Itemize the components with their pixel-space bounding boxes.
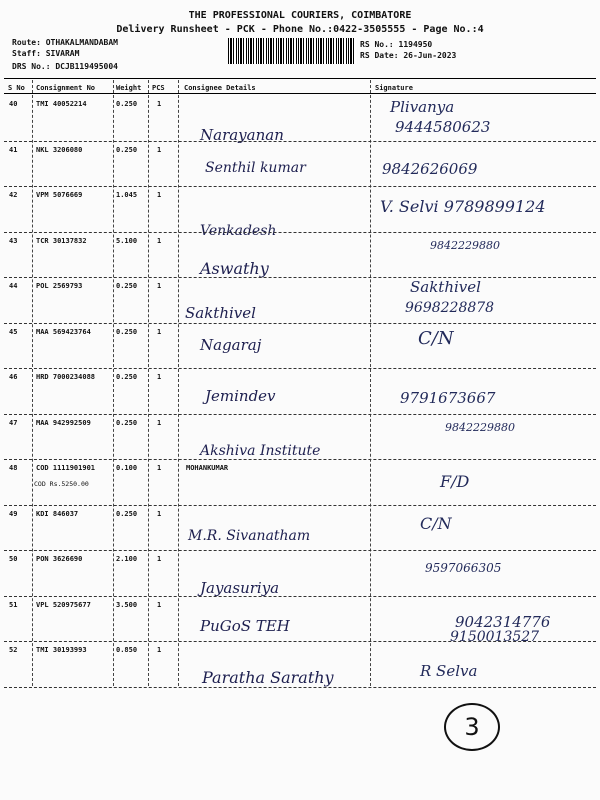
table-row xyxy=(0,460,600,506)
row-weight: 1.045 xyxy=(116,191,138,199)
table-row xyxy=(0,551,600,597)
row-consignee: Akshiva Institute xyxy=(200,442,321,459)
row-pcs: 1 xyxy=(157,100,162,108)
row-weight: 2.100 xyxy=(116,555,138,563)
table-row xyxy=(0,278,600,324)
row-pcs: 1 xyxy=(157,646,162,654)
row-sno: 48 xyxy=(9,464,18,472)
row-pcs: 1 xyxy=(157,464,162,472)
row-consignment-no: VPL 520975677 xyxy=(36,600,91,609)
row-consignee: Paratha Sarathy xyxy=(202,668,334,687)
row-signature: 9042314776 xyxy=(455,612,551,631)
row-pcs: 1 xyxy=(157,236,162,245)
row-weight: 0.250 xyxy=(116,282,138,290)
row-consignment-no: VPM 5076669 xyxy=(36,191,83,199)
row-consignment-no: MAA 942992509 xyxy=(36,418,91,427)
row-sno: 47 xyxy=(9,418,18,427)
table-row xyxy=(0,233,600,279)
row-consignment-no: PON 3626690 xyxy=(36,555,83,563)
circled-page-mark: 3 xyxy=(444,703,500,751)
col-header-consignment: Consignment No xyxy=(36,84,96,92)
col-header-signature: Signature xyxy=(375,84,413,92)
row-pcs: 1 xyxy=(157,282,162,290)
header-bottom-rule xyxy=(4,93,596,94)
table-row xyxy=(0,506,600,552)
row-sno: 41 xyxy=(9,145,18,154)
row-consignment-no: POL 2569793 xyxy=(36,282,83,290)
col-header-sno: S No xyxy=(8,84,25,92)
row-weight: 0.250 xyxy=(116,418,138,427)
row-signature-2: 9698228878 xyxy=(405,300,495,316)
row-pcs: 1 xyxy=(157,191,162,199)
row-consignment-no: MAA 569423764 xyxy=(36,327,91,336)
row-signature: C/N xyxy=(418,327,454,349)
row-sno: 44 xyxy=(9,282,18,290)
row-weight: 0.850 xyxy=(116,646,138,654)
row-consignee: Nagaraj xyxy=(200,335,262,354)
row-consignee: Venkadesh xyxy=(200,223,277,239)
row-consignee: MOHANKUMAR xyxy=(186,464,229,472)
row-sno: 42 xyxy=(9,191,18,199)
row-weight: 5.100 xyxy=(116,236,138,245)
row-consignment-no: TMI 40052214 xyxy=(36,100,87,108)
route-label: Route: OTHAKALMANDABAM xyxy=(12,38,118,47)
row-consignee: Sakthivel xyxy=(185,304,256,322)
row-sno: 43 xyxy=(9,236,18,245)
row-signature: Plivanya xyxy=(390,98,455,116)
runsheet-subtitle: Delivery Runsheet - PCK - Phone No.:0422-3505555 - Page No.:4 xyxy=(116,24,484,35)
row-consignee: Senthil kumar xyxy=(205,159,306,176)
row-sno: 45 xyxy=(9,327,18,336)
row-pcs: 1 xyxy=(157,555,162,563)
col-header-consignee: Consignee Details xyxy=(184,84,256,92)
row-pcs: 1 xyxy=(157,327,162,336)
table-row xyxy=(0,96,600,142)
row-sno: 46 xyxy=(9,373,18,381)
row-signature-2: 9444580623 xyxy=(395,118,491,136)
row-consignee: Narayanan xyxy=(200,126,284,144)
row-consignee: Jemindev xyxy=(205,387,276,405)
col-header-weight: Weight xyxy=(116,84,142,92)
row-weight: 3.500 xyxy=(116,600,138,609)
row-sno: 40 xyxy=(9,100,18,108)
row-consignee: M.R. Sivanatham xyxy=(188,527,311,544)
row-weight: 0.250 xyxy=(116,509,138,518)
row-sno: 51 xyxy=(9,600,18,609)
row-signature: R Selva xyxy=(420,662,478,680)
row-signature: 9842229880 xyxy=(430,238,500,252)
table-row xyxy=(0,415,600,461)
row-signature: 9842626069 xyxy=(382,159,478,178)
row-signature: Sakthivel xyxy=(410,278,481,296)
col-header-pcs: PCS xyxy=(152,84,165,92)
table-row xyxy=(0,187,600,239)
row-signature: V. Selvi 9789899124 xyxy=(380,197,546,216)
rs-date-label: RS Date: 26-Jun-2023 xyxy=(360,51,457,60)
row-weight: 0.250 xyxy=(116,327,138,336)
row-signature: F/D xyxy=(440,472,470,491)
row-pcs: 1 xyxy=(157,600,162,609)
row-consignee: Jayasuriya xyxy=(200,579,280,597)
row-consignee: PuGoS TEH xyxy=(200,616,290,635)
barcode-image xyxy=(228,38,356,64)
row-consignee: Aswathy xyxy=(200,258,269,278)
row-signature: C/N xyxy=(420,513,452,533)
row-signature: 9842229880 xyxy=(445,420,515,434)
row-separator xyxy=(4,687,596,688)
company-title: THE PROFESSIONAL COURIERS, COIMBATORE xyxy=(188,10,412,21)
rs-no-label: RS No.: 1194950 xyxy=(360,40,433,49)
row-weight: 0.100 xyxy=(116,464,138,472)
row-pcs: 1 xyxy=(157,418,162,427)
row-consignment-no: COD 1111901901 xyxy=(36,464,96,472)
row-weight: 0.250 xyxy=(116,373,138,381)
row-pcs: 1 xyxy=(157,145,162,154)
row-consignment-no: TCR 30137832 xyxy=(36,236,87,245)
row-consignment-no: KDI 846037 xyxy=(36,509,79,518)
table-row xyxy=(0,642,600,688)
table-row xyxy=(0,597,600,643)
header-top-rule xyxy=(4,78,596,79)
row-sno: 52 xyxy=(9,646,18,654)
row-consignment-no: NKL 3206080 xyxy=(36,145,83,154)
row-pcs: 1 xyxy=(157,509,162,518)
table-row xyxy=(0,142,600,188)
row-weight: 0.250 xyxy=(116,145,138,154)
row-consignment-no: TMI 30193993 xyxy=(36,646,87,654)
table-row xyxy=(0,324,600,370)
row-sno: 50 xyxy=(9,555,18,563)
row-sno: 49 xyxy=(9,509,18,518)
row-weight: 0.250 xyxy=(116,100,138,108)
staff-label: Staff: SIVARAM xyxy=(12,49,80,58)
row-cod-amount: COD Rs.5250.00 xyxy=(34,480,89,488)
row-signature: 9597066305 xyxy=(425,561,502,575)
table-row xyxy=(0,369,600,415)
row-consignment-no: HRD 7000234088 xyxy=(36,373,96,381)
drs-label: DRS No.: DCJB119495004 xyxy=(12,62,118,71)
row-pcs: 1 xyxy=(157,373,162,381)
row-signature-2: 9150013527 xyxy=(450,628,540,645)
row-signature: 9791673667 xyxy=(400,389,496,407)
